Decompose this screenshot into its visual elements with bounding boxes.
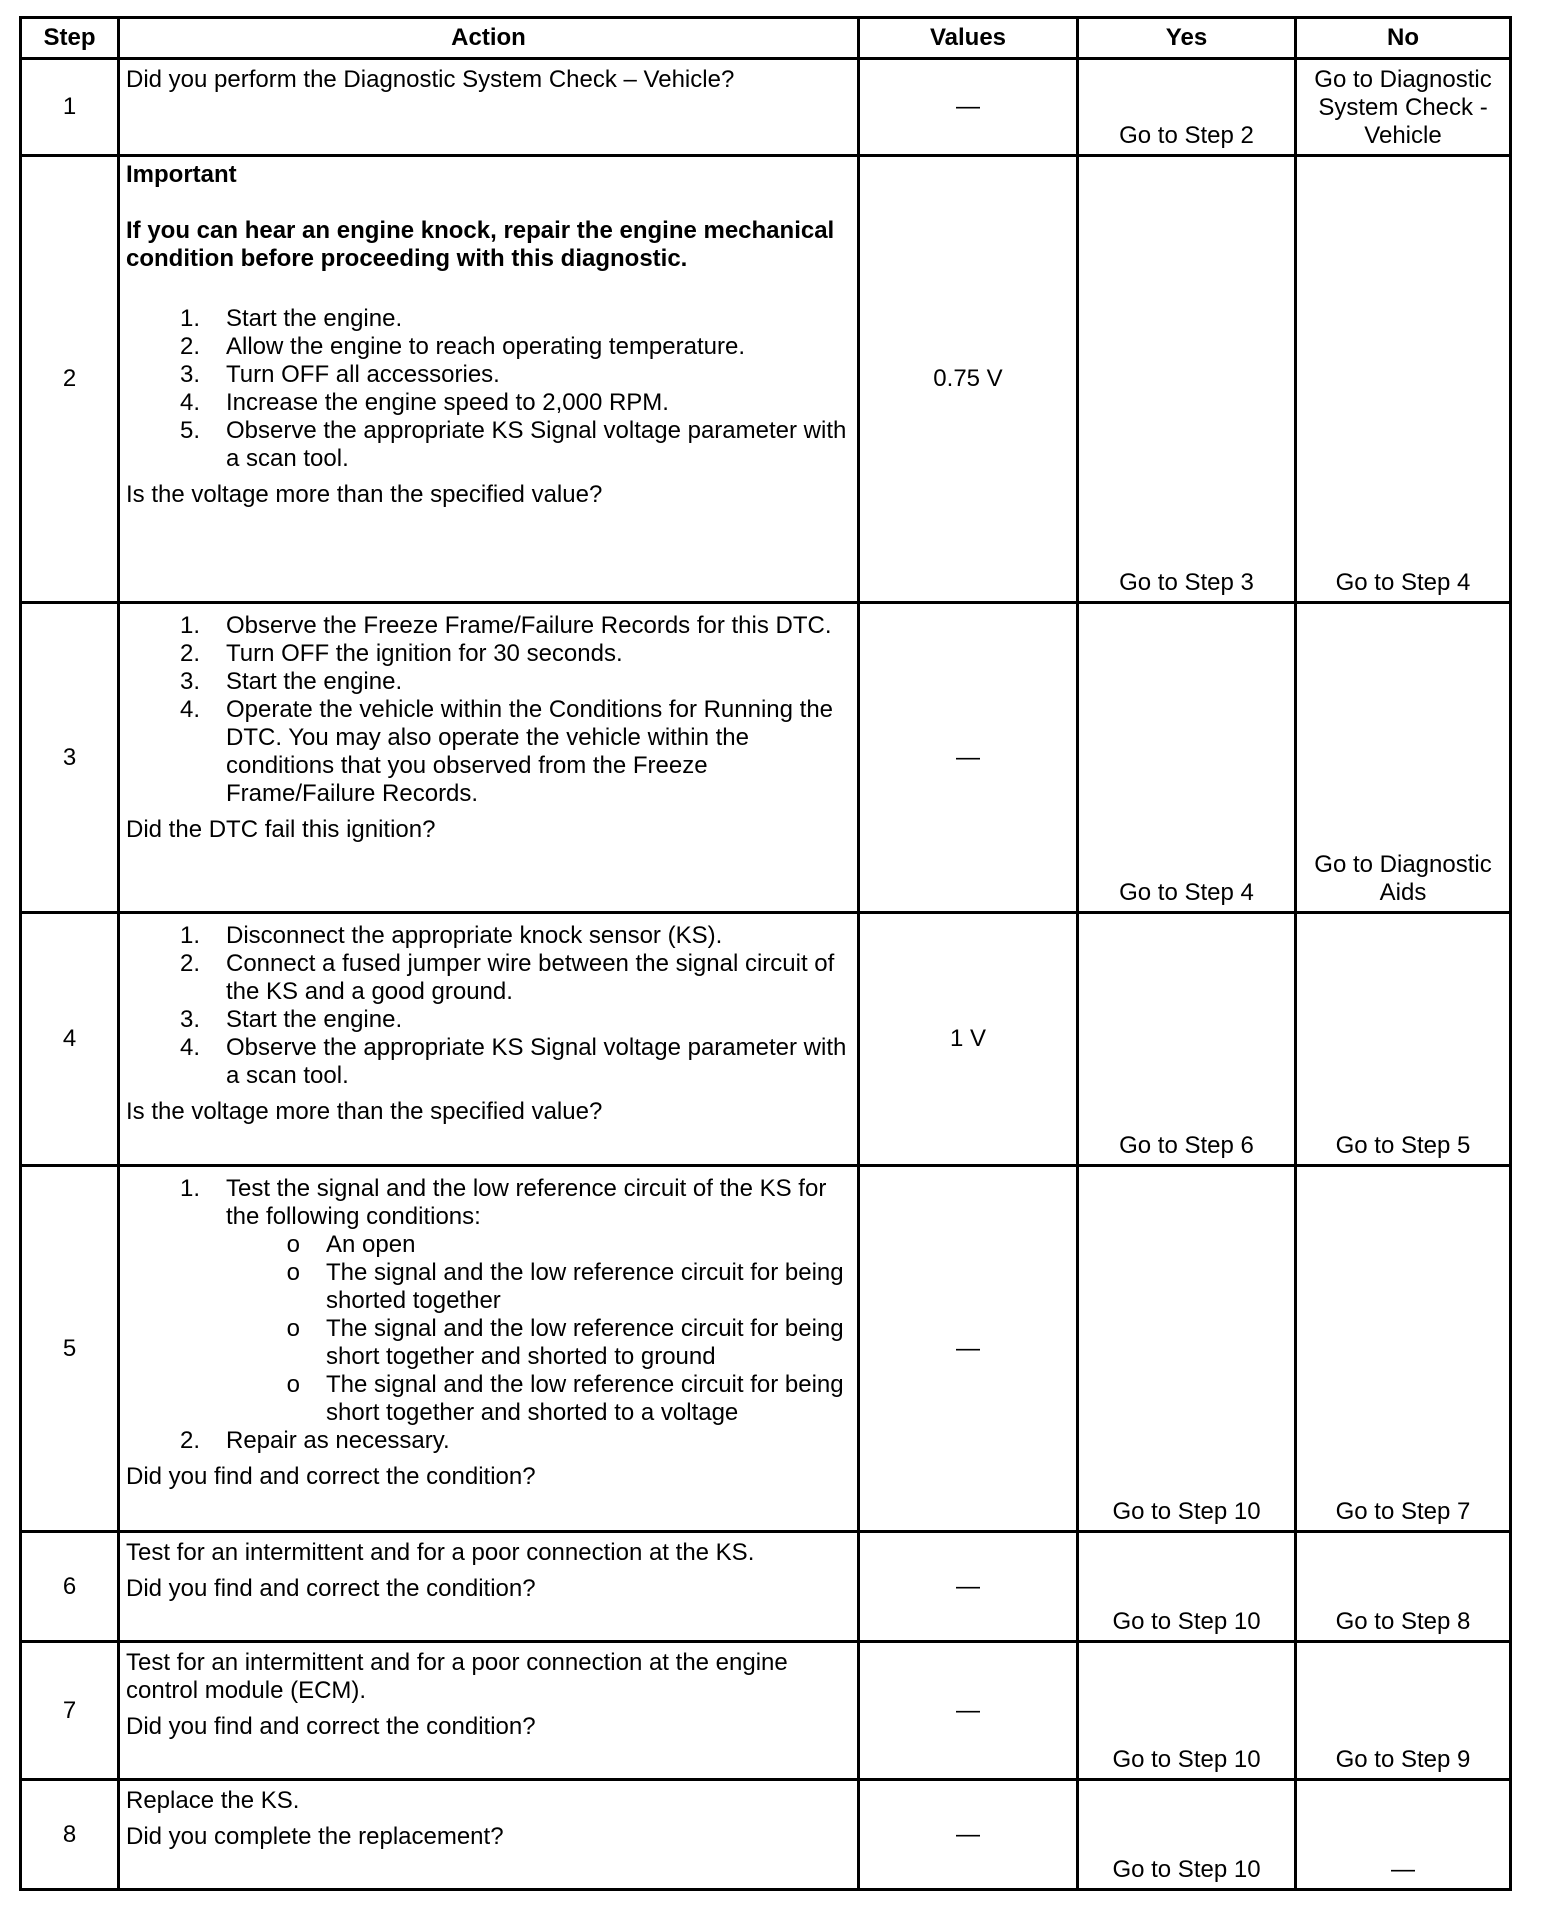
table-row	[21, 59, 1511, 156]
header-step: Step	[21, 18, 119, 59]
list-item: 2. Allow the engine to reach operating temperature.	[179, 333, 745, 360]
step-number: 8	[21, 1780, 119, 1890]
yes-cell	[1078, 59, 1296, 156]
no-link[interactable]: Go to Diagnostic Aids	[1314, 851, 1492, 906]
list-item: 3. Turn OFF all accessories.	[179, 361, 500, 388]
action-text: Test for an intermittent and for a poor connection at the KS.	[126, 1539, 755, 1566]
no-cell	[1296, 59, 1511, 156]
table-row	[21, 156, 1511, 603]
value-cell: —	[859, 1166, 1078, 1532]
list-item: 1. Test the signal and the low reference circuit of the KS for the following conditions: o An open o The signal and the low reference circuit for being shorted together o The signal and the low reference circuit for being short together and shorted to ground o The signal and the low reference circuit for being short together and shorted to a voltage	[126, 1175, 851, 1427]
step-list	[126, 305, 851, 473]
yes-cell	[1078, 156, 1296, 603]
header-action: Action	[119, 18, 859, 59]
no-link[interactable]: Go to Diagnostic System Check - Vehicle	[1314, 66, 1492, 149]
list-item: 4. Observe the appropriate KS Signal voltage parameter with a scan tool.	[179, 1034, 847, 1089]
yes-link[interactable]: Go to Step 10	[1112, 1608, 1261, 1635]
yes-cell	[1078, 1642, 1296, 1780]
value-cell: —	[859, 1532, 1078, 1642]
sub-list-item: o The signal and the low reference circuit for being short together and shorted to ground	[286, 1315, 844, 1370]
action-text: Did you perform the Diagnostic System Check – Vehicle?	[126, 66, 735, 93]
action-cell	[119, 913, 859, 1166]
table-row	[21, 1166, 1511, 1532]
yes-cell	[1078, 1780, 1296, 1890]
table-row	[21, 913, 1511, 1166]
step-list	[126, 612, 851, 808]
step-number: 6	[21, 1532, 119, 1642]
list-item: 4. Increase the engine speed to 2,000 RPM.	[179, 389, 669, 416]
no-cell	[1296, 603, 1511, 913]
no-link[interactable]: Go to Step 8	[1335, 1608, 1471, 1635]
yes-link[interactable]: Go to Step 3	[1119, 569, 1254, 596]
yes-link[interactable]: Go to Step 10	[1112, 1746, 1261, 1773]
yes-link[interactable]: Go to Step 2	[1119, 122, 1254, 149]
list-item: 2. Turn OFF the ignition for 30 seconds.	[179, 640, 623, 667]
list-item: 3. Start the engine.	[179, 668, 403, 695]
yes-cell	[1078, 1532, 1296, 1642]
header-row	[21, 18, 1511, 59]
action-text: Test for an intermittent and for a poor connection at the engine control module (ECM).	[126, 1649, 788, 1704]
step-number: 4	[21, 913, 119, 1166]
action-cell	[119, 1166, 859, 1532]
table-row	[21, 603, 1511, 913]
no-value: —	[1391, 1856, 1415, 1883]
step-list	[126, 1175, 851, 1455]
no-link[interactable]: Go to Step 9	[1335, 1746, 1471, 1773]
list-item: 1. Start the engine.	[179, 305, 403, 332]
value-cell: 0.75 V	[859, 156, 1078, 603]
value-cell: —	[859, 1780, 1078, 1890]
step-list	[126, 922, 851, 1090]
sub-list-item: o The signal and the low reference circuit for being shorted together	[286, 1259, 844, 1314]
no-cell	[1296, 1642, 1511, 1780]
value-cell: —	[859, 603, 1078, 913]
value-cell: —	[859, 59, 1078, 156]
step-number: 2	[21, 156, 119, 603]
yes-link[interactable]: Go to Step 10	[1112, 1498, 1261, 1525]
step-number: 1	[21, 59, 119, 156]
header-yes: Yes	[1078, 18, 1296, 59]
value-cell: —	[859, 1642, 1078, 1780]
important-text: If you can hear an engine knock, repair the engine mechanical condition before proceeding with this diagnostic.	[126, 217, 835, 272]
sub-list-item: o The signal and the low reference circuit for being short together and shorted to a voltage	[286, 1371, 844, 1426]
question-text: Is the voltage more than the specified value?	[126, 481, 603, 508]
action-cell	[119, 156, 859, 603]
step-number: 7	[21, 1642, 119, 1780]
no-link[interactable]: Go to Step 5	[1335, 1132, 1471, 1159]
sub-list	[126, 1231, 851, 1427]
important-title: Important	[126, 161, 237, 188]
no-cell	[1296, 913, 1511, 1166]
question-text: Did you find and correct the condition?	[126, 1575, 536, 1602]
no-link[interactable]: Go to Step 7	[1335, 1498, 1471, 1525]
yes-link[interactable]: Go to Step 10	[1112, 1856, 1261, 1883]
action-cell	[119, 1780, 859, 1890]
list-item: 1. Observe the Freeze Frame/Failure Records for this DTC.	[179, 612, 832, 639]
value-cell: 1 V	[859, 913, 1078, 1166]
action-cell	[119, 1532, 859, 1642]
list-item: 2. Repair as necessary.	[179, 1427, 450, 1454]
action-cell	[119, 603, 859, 913]
step-number: 3	[21, 603, 119, 913]
no-cell	[1296, 1166, 1511, 1532]
list-item: 1. Disconnect the appropriate knock sensor (KS).	[179, 922, 723, 949]
list-item: 3. Start the engine.	[179, 1006, 403, 1033]
step-number: 5	[21, 1166, 119, 1532]
yes-cell	[1078, 1166, 1296, 1532]
action-text: Replace the KS.	[126, 1787, 300, 1814]
header-values: Values	[859, 18, 1078, 59]
yes-link[interactable]: Go to Step 4	[1119, 879, 1254, 906]
question-text: Did you find and correct the condition?	[126, 1713, 536, 1740]
no-link[interactable]: Go to Step 4	[1335, 569, 1471, 596]
table-row	[21, 1780, 1511, 1890]
no-cell	[1296, 156, 1511, 603]
no-cell	[1296, 1532, 1511, 1642]
table-row	[21, 1642, 1511, 1780]
no-cell	[1296, 1780, 1511, 1890]
yes-cell	[1078, 603, 1296, 913]
diagnostic-table	[19, 16, 1512, 1891]
list-item: 5. Observe the appropriate KS Signal voltage parameter with a scan tool.	[179, 417, 847, 472]
list-item: 4. Operate the vehicle within the Conditions for Running the DTC. You may also operate the vehicle within the conditions that you observed from the Freeze Frame/Failure Records.	[179, 696, 834, 807]
table-row	[21, 1532, 1511, 1642]
list-item: 2. Connect a fused jumper wire between the signal circuit of the KS and a good ground.	[179, 950, 835, 1005]
yes-link[interactable]: Go to Step 6	[1119, 1132, 1254, 1159]
action-cell	[119, 59, 859, 156]
header-no: No	[1296, 18, 1511, 59]
sub-list-item: o An open	[286, 1231, 416, 1258]
question-text: Did you complete the replacement?	[126, 1823, 504, 1850]
action-cell	[119, 1642, 859, 1780]
question-text: Did you find and correct the condition?	[126, 1463, 536, 1490]
question-text: Is the voltage more than the specified value?	[126, 1098, 603, 1125]
yes-cell	[1078, 913, 1296, 1166]
question-text: Did the DTC fail this ignition?	[126, 816, 436, 843]
